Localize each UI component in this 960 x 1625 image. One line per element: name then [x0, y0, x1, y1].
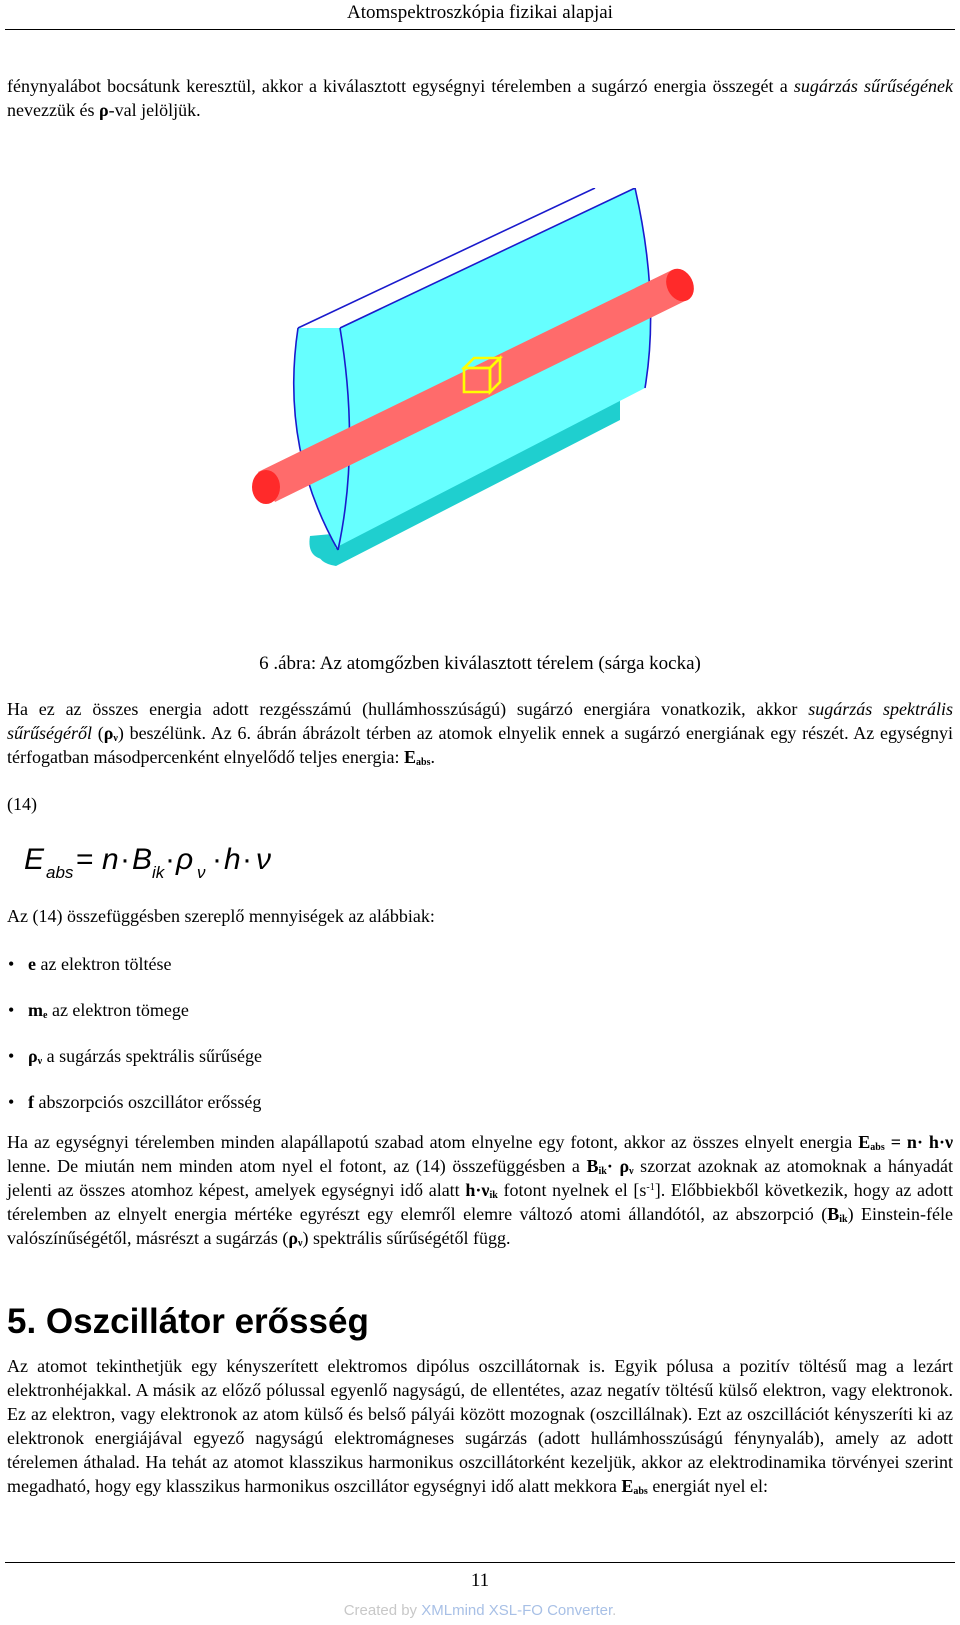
bullet-dot: • — [8, 1000, 15, 1020]
figure-atom-vapor-volume — [240, 188, 730, 578]
equation-number: (14) — [7, 794, 37, 814]
converter-link[interactable]: XMLmind XSL-FO Converter — [421, 1602, 613, 1619]
page-number: 11 — [470, 1570, 490, 1591]
list-item: • e az elektron töltése — [8, 954, 172, 974]
equation-14 — [22, 832, 302, 882]
list-item: • $\rho_\nu$ a sugárzás spektrális sűrűsége — [8, 1046, 263, 1067]
list-item: • f abszorpciós oszcillátor erősség — [8, 1092, 262, 1112]
footer-credit: Created by XMLmind XSL-FO Converter. — [343, 1602, 617, 1619]
bullet-dot: • — [8, 954, 15, 974]
bullet-dot: • — [8, 1046, 15, 1066]
paragraph-oscillator: Az atomot tekinthetjük egy kényszerített elektromos dipólus oszcillátornak is. Egyik pólusa a pozitív töltésű mag a lezárt elektronhéjakkal. A másik az előző pólussal egyenlő nagyságú, de ellentétes, azaz negatív töltésű külső elektron, vagy elektronok. Ez az elektron, vagy elektronok az atom külső és belső pályái között mozognak (oszcillálnak). Ezt az oszcillációt kényszeríti ki az elektronok energiájával egyező nagyságú elektromágneses sugárzás (adott hullámhosszúságú fénynyaláb), amely az adott térelemen áthalad. Ha tehát az atomot klasszikus harmonikus oszcillátorként kezeljük, akkor az elektrodinamika törvényei szerint megadható, hogy egy klasszikus harmonikus oszcillátor egységnyi idő alatt mekkora $E_{abs}$ energiát nyel el: — [7, 1356, 953, 1497]
eq-ik: ik — [152, 863, 165, 882]
paragraph-spectral-density: Ha ez az összes energia adott rezgésszámú (hullámhosszúságú) sugárzó energiára vonatkozik, akkor sugárzás spektrális sűrűségéről $(\rho_\nu)$ beszélünk. Az 6. ábrán ábrázolt térben az atomok elnyelik ennek a sugárzó energiának egy részét. Az egységnyi térfogatban másodpercenként elnyelődő teljes energia: $E_{abs}$. — [7, 699, 954, 768]
paragraph-intro: fénynyalábot bocsátunk keresztül, akkor a kiválasztott egységnyi térelemben a sugárzó energia összegét a sugárzás sűrűségének nevezzük és ρ-val jelöljük. — [7, 76, 953, 120]
eq-B: B — [132, 843, 153, 876]
paragraph-quantities-intro: Az (14) összefüggésben szereplő mennyiségek az alábbiak: — [7, 906, 435, 926]
eq-dot-4: · — [242, 843, 252, 876]
eq-equals: = — [76, 843, 94, 876]
eq-abs: abs — [46, 863, 74, 882]
eq-n: n — [102, 843, 119, 876]
eq-rho: ρ — [176, 843, 194, 876]
footer-rule — [5, 1562, 955, 1563]
running-header: Atomspektroszkópia fizikai alapjai — [347, 2, 613, 23]
list-item: • $m_e$ az elektron tömege — [8, 1000, 189, 1021]
paragraph-absorbed-energy: Ha az egységnyi térelemben minden alapállapotú szabad atom elnyelne egy fotont, akkor az összes elnyelt energia $E_{abs} = n\cdot h\cdot\nu$ lenne. De miután nem minden atom nyel el fotont, az (14) összefüggésben a $B_{ik}\cdot \rho_\nu$ szorzat azoknak az atomoknak a hányadát jelenti az összes atomhoz képest, amelyek egységnyi idő alatt $h\cdot\nu_{ik}$ fotont nyelnek el $[s^{-1}]$. Előbbiekből következik, hogy az adott térelemben az elnyelt energia mértéke egyrészt egy elemről elemre változó atomi állandótól, az abszorpció $(B_{ik})$ Einstein-féle valószínűségétől, másrészt a sugárzás $(\rho_\nu)$ spektrális sűrűségétől függ. — [7, 1132, 954, 1249]
eq-dot-2: · — [165, 843, 175, 876]
header-rule — [5, 29, 955, 30]
section-title: 5. Oszcillátor erősség — [7, 1302, 369, 1341]
eq-nu-sub: ν — [197, 863, 206, 882]
bullet-dot: • — [8, 1092, 15, 1112]
eq-dot-1: · — [120, 843, 130, 876]
eq-nu: ν — [256, 843, 271, 876]
quantity-list — [7, 952, 262, 1136]
beam-near-end — [252, 470, 280, 504]
eq-E: E — [24, 843, 45, 876]
figure-caption: 6 .ábra: Az atomgőzben kiválasztott térelem (sárga kocka) — [259, 653, 701, 674]
eq-dot-3: · — [212, 843, 222, 876]
eq-h: h — [224, 843, 241, 876]
